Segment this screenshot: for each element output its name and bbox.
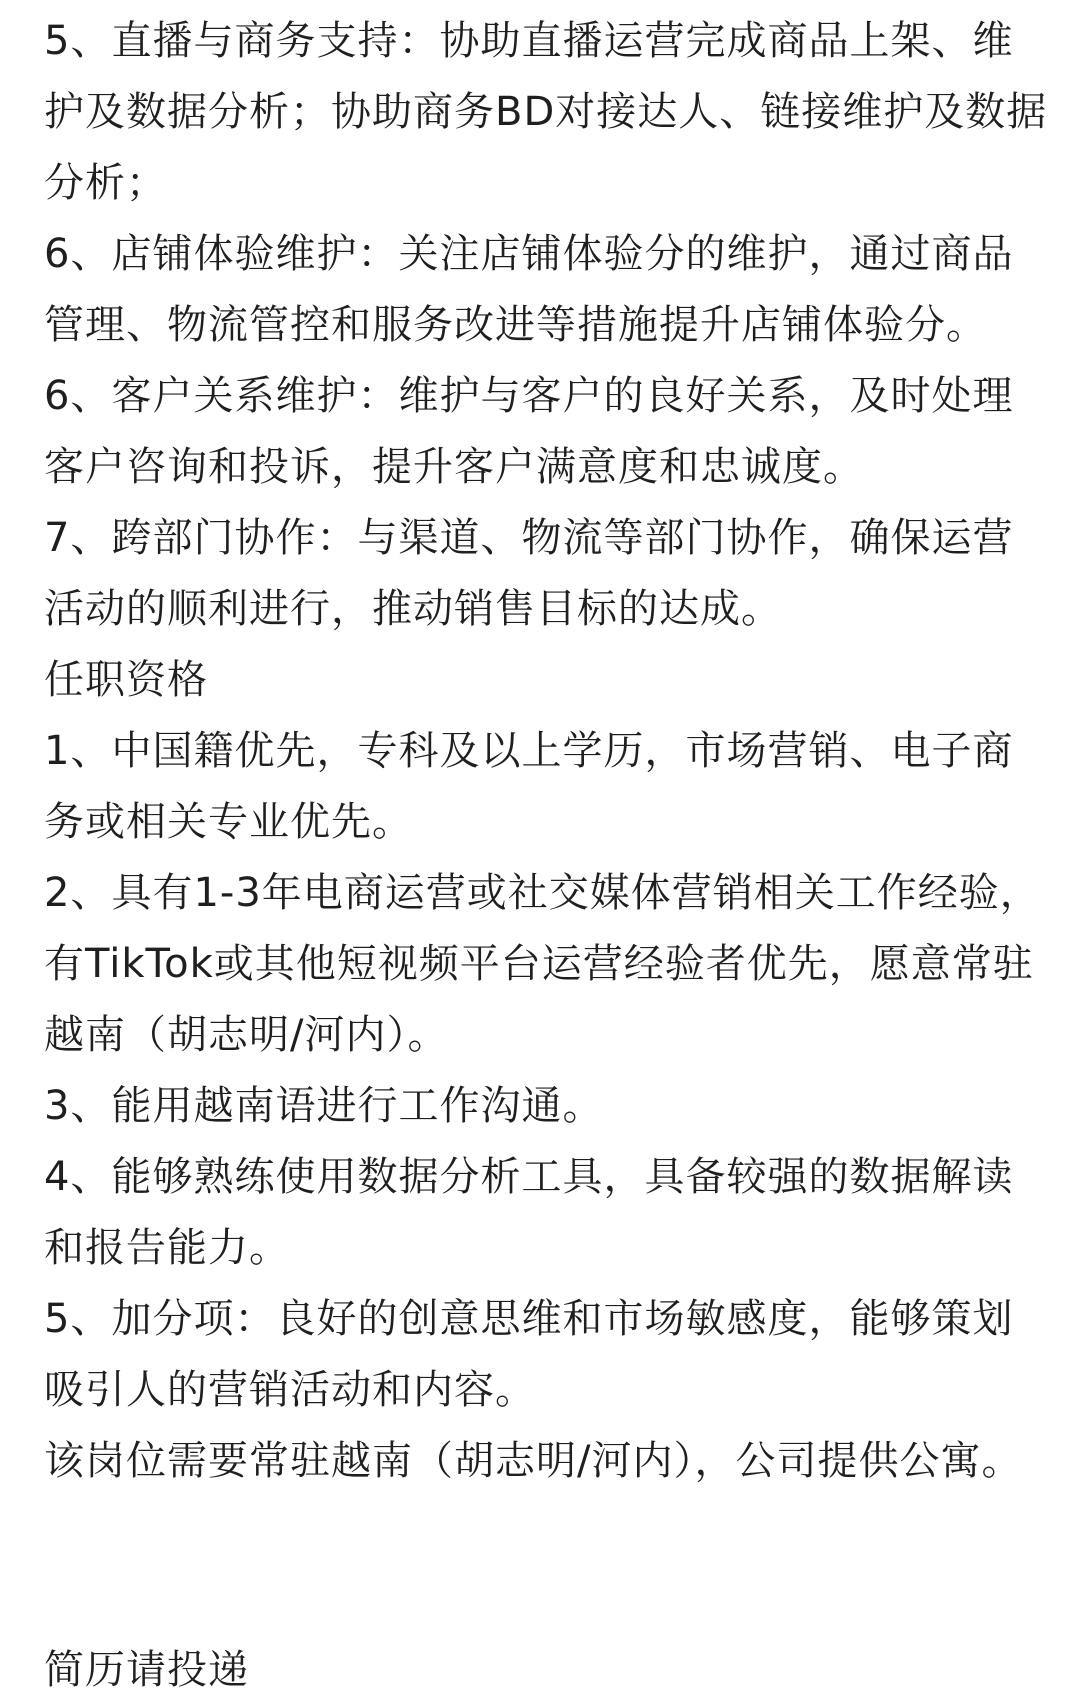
duty-livestream-business-support: 5、直播与商务支持：协助直播运营完成商品上架、维护及数据分析；协助商务BD对接达人、链接维护及数据分析； <box>44 18 1048 206</box>
duty-cross-department: 7、跨部门协作：与渠道、物流等部门协作，确保运营活动的顺利进行，推动销售目标的达成。 <box>44 515 1014 632</box>
qualification-experience: 2、具有1-3年电商运营或社交媒体营销相关工作经验，有TikTok或其他短视频平台运营经验者优先，愿意常驻越南（胡志明/河内）。 <box>44 870 1041 1058</box>
qualifications-heading: 任职资格 <box>44 657 208 703</box>
qualification-language: 3、能用越南语进行工作沟通。 <box>44 1083 604 1129</box>
relocation-note: 该岗位需要常驻越南（胡志明/河内），公司提供公寓。 <box>44 1438 1023 1484</box>
duty-store-experience: 6、店铺体验维护：关注店铺体验分的维护，通过商品管理、物流管控和服务改进等措施提升店铺体验分。 <box>44 231 1014 348</box>
qualification-data-skills: 4、能够熟练使用数据分析工具，具备较强的数据解读和报告能力。 <box>44 1154 1014 1271</box>
duty-customer-relations: 6、客户关系维护：维护与客户的良好关系，及时处理客户咨询和投诉，提升客户满意度和忠诚度。 <box>44 373 1014 490</box>
qualification-bonus: 5、加分项：良好的创意思维和市场敏感度，能够策划吸引人的营销活动和内容。 <box>44 1296 1014 1413</box>
qualification-education: 1、中国籍优先，专科及以上学历，市场营销、电子商务或相关专业优先。 <box>44 728 1014 845</box>
job-description-text <box>44 6 1054 1497</box>
cut-off-text-line: 简历请投递 <box>44 1647 249 1693</box>
